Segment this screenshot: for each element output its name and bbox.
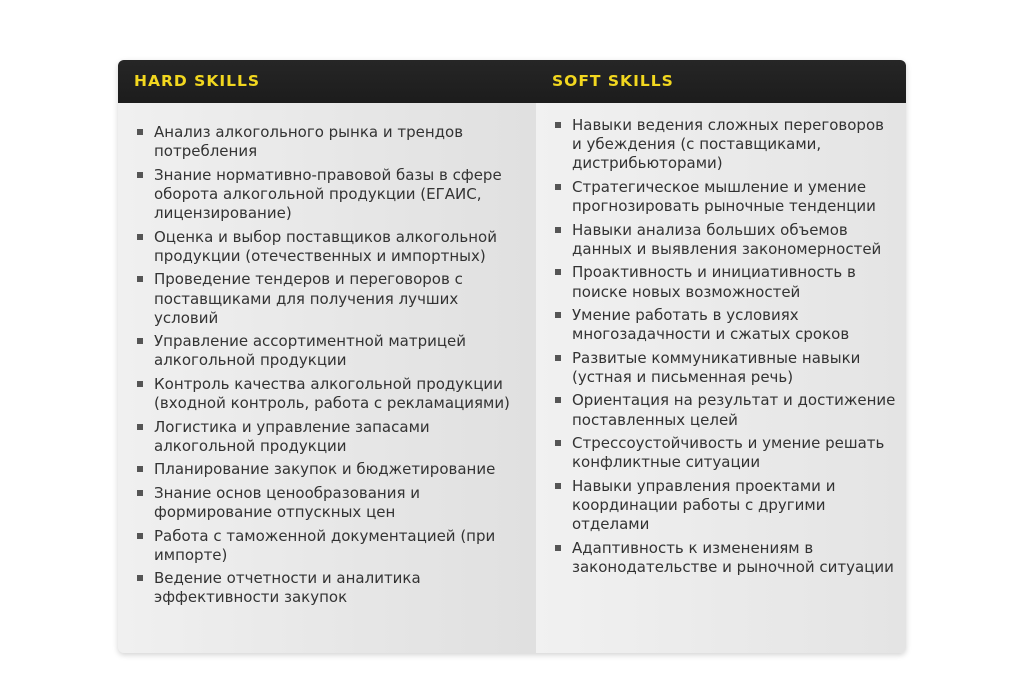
list-item-text: Стратегическое мышление и умение прогнозировать рыночные тенденции (572, 177, 876, 216)
list-item-text: Развитые коммуникативные навыки (устная и письменная речь) (572, 348, 861, 386)
square-bullet-icon (137, 234, 143, 240)
list-item (134, 527, 526, 565)
list-item (552, 349, 896, 387)
skills-table (118, 60, 906, 653)
square-bullet-icon (555, 397, 561, 403)
list-item-text: Ведение отчетности и аналитика эффективности закупок (154, 569, 421, 607)
list-item-text: Знание основ ценообразования и формирование отпускных цен (154, 483, 421, 522)
square-bullet-icon (137, 490, 143, 496)
list-item-text: Логистика и управление запасами алкогольной продукции (154, 417, 430, 455)
soft-skills-heading: SOFT SKILLS (552, 72, 674, 90)
list-item (552, 434, 896, 472)
square-bullet-icon (555, 227, 561, 233)
list-item (134, 332, 526, 370)
square-bullet-icon (137, 533, 143, 539)
list-item-text: Оценка и выбор поставщиков алкогольной продукции (отечественных и импортных) (154, 227, 497, 265)
list-item (552, 221, 896, 259)
list-item (134, 228, 526, 266)
soft-skills-list (552, 116, 896, 577)
list-item (134, 569, 526, 607)
table-body (118, 103, 906, 653)
hard-skills-column (118, 103, 536, 653)
list-item (134, 166, 526, 224)
list-item-text: Адаптивность к изменениям в законодательстве и рыночной ситуации (572, 538, 894, 576)
list-item (134, 270, 526, 328)
list-item-text: Ориентация на результат и достижение поставленных целей (572, 391, 896, 429)
list-item-text: Умение работать в условиях многозадачности и сжатых сроков (572, 306, 850, 344)
square-bullet-icon (555, 269, 561, 275)
list-item (134, 418, 526, 456)
square-bullet-icon (137, 276, 143, 282)
list-item (134, 484, 526, 522)
square-bullet-icon (555, 440, 561, 446)
list-item (552, 391, 896, 429)
square-bullet-icon (555, 355, 561, 361)
list-item-text: Навыки ведения сложных переговоров и убеждения (с поставщиками, дистрибьюторами) (572, 116, 884, 173)
list-item-text: Навыки анализа больших объемов данных и выявления закономерностей (572, 220, 882, 258)
list-item-text: Планирование закупок и бюджетирование (154, 460, 496, 479)
list-item-text: Стрессоустойчивость и умение решать конфликтные ситуации (572, 434, 885, 472)
square-bullet-icon (555, 312, 561, 318)
list-item (134, 375, 526, 413)
list-item (552, 178, 896, 216)
list-item-text: Проведение тендеров и переговоров с поставщиками для получения лучших условий (154, 270, 463, 327)
square-bullet-icon (137, 338, 143, 344)
list-item-text: Управление ассортиментной матрицей алкогольной продукции (154, 332, 467, 370)
hard-skills-heading: HARD SKILLS (134, 72, 261, 90)
square-bullet-icon (555, 184, 561, 190)
table-header (118, 60, 906, 103)
soft-skills-column (536, 103, 906, 653)
square-bullet-icon (137, 466, 143, 472)
list-item-text: Знание нормативно-правовой базы в сфере оборота алкогольной продукции (ЕГАИС, лицензирование) (154, 165, 502, 223)
list-item (134, 460, 526, 479)
list-item (552, 306, 896, 344)
list-item (552, 263, 896, 301)
square-bullet-icon (137, 575, 143, 581)
list-item (552, 116, 896, 174)
list-item-text: Анализ алкогольного рынка и трендов потребления (154, 123, 464, 161)
square-bullet-icon (555, 545, 561, 551)
square-bullet-icon (137, 172, 143, 178)
square-bullet-icon (137, 381, 143, 387)
square-bullet-icon (555, 122, 561, 128)
list-item (134, 123, 526, 161)
list-item-text: Контроль качества алкогольной продукции (входной контроль, работа с рекламациями) (154, 374, 510, 413)
list-item-text: Проактивность и инициативность в поиске новых возможностей (572, 263, 856, 301)
hard-skills-list (134, 123, 526, 608)
square-bullet-icon (555, 483, 561, 489)
list-item-text: Работа с таможенной документацией (при импорте) (154, 526, 496, 564)
square-bullet-icon (137, 424, 143, 430)
list-item-text: Навыки управления проектами и координации работы с другими отделами (572, 476, 836, 534)
list-item (552, 477, 896, 535)
square-bullet-icon (137, 129, 143, 135)
list-item (552, 539, 896, 577)
